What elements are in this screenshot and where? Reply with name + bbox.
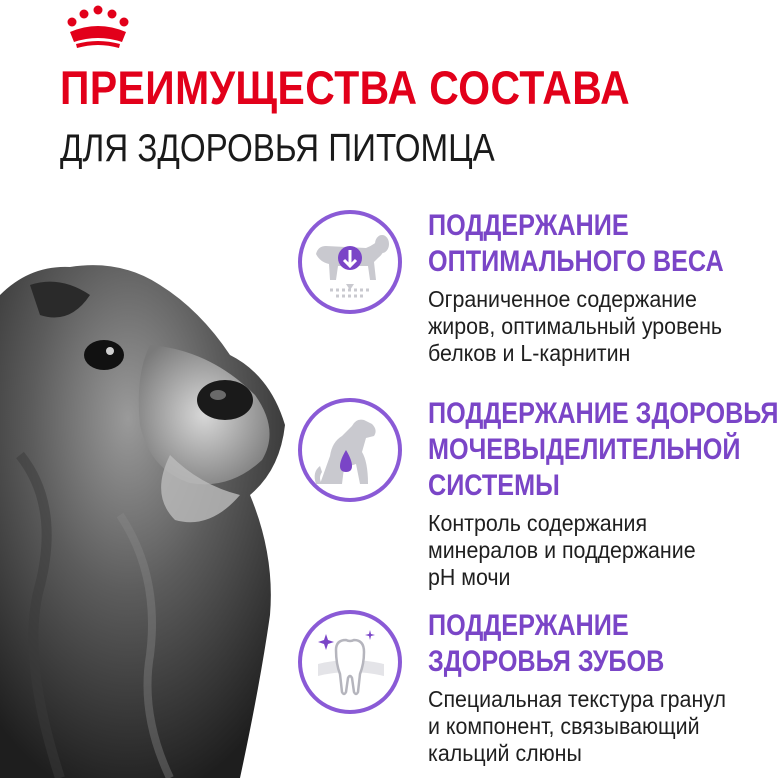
benefit-description: Ограниченное содержание жиров, оптимальный уровень белков и L-карнитин (428, 286, 723, 366)
benefit-description: Специальная текстура гранул и компонент, связывающий кальций слюны (428, 686, 726, 766)
royal-crown-icon (62, 4, 134, 50)
benefit-description: Контроль содержания минералов и поддержание pH мочи (428, 510, 696, 590)
benefit-heading: ПОДДЕРЖАНИЕ ЗДОРОВЬЯ ЗУБОВ (428, 609, 665, 678)
page-subtitle: ДЛЯ ЗДОРОВЬЯ ПИТОМЦА (60, 127, 495, 170)
dental-health-tooth-icon (296, 608, 404, 716)
benefit-heading: ПОДДЕРЖАНИЕ ОПТИМАЛЬНОГО ВЕСА (428, 209, 724, 278)
urinary-health-dog-icon (296, 396, 404, 504)
dog-photo (0, 255, 320, 778)
page-title: ПРЕИМУЩЕСТВА СОСТАВА (60, 61, 631, 114)
weight-management-dog-icon (296, 208, 404, 316)
benefit-heading: ПОДДЕРЖАНИЕ ЗДОРОВЬЯ МОЧЕВЫДЕЛИТЕЛЬНОЙ СИСТЕМЫ (428, 397, 779, 502)
